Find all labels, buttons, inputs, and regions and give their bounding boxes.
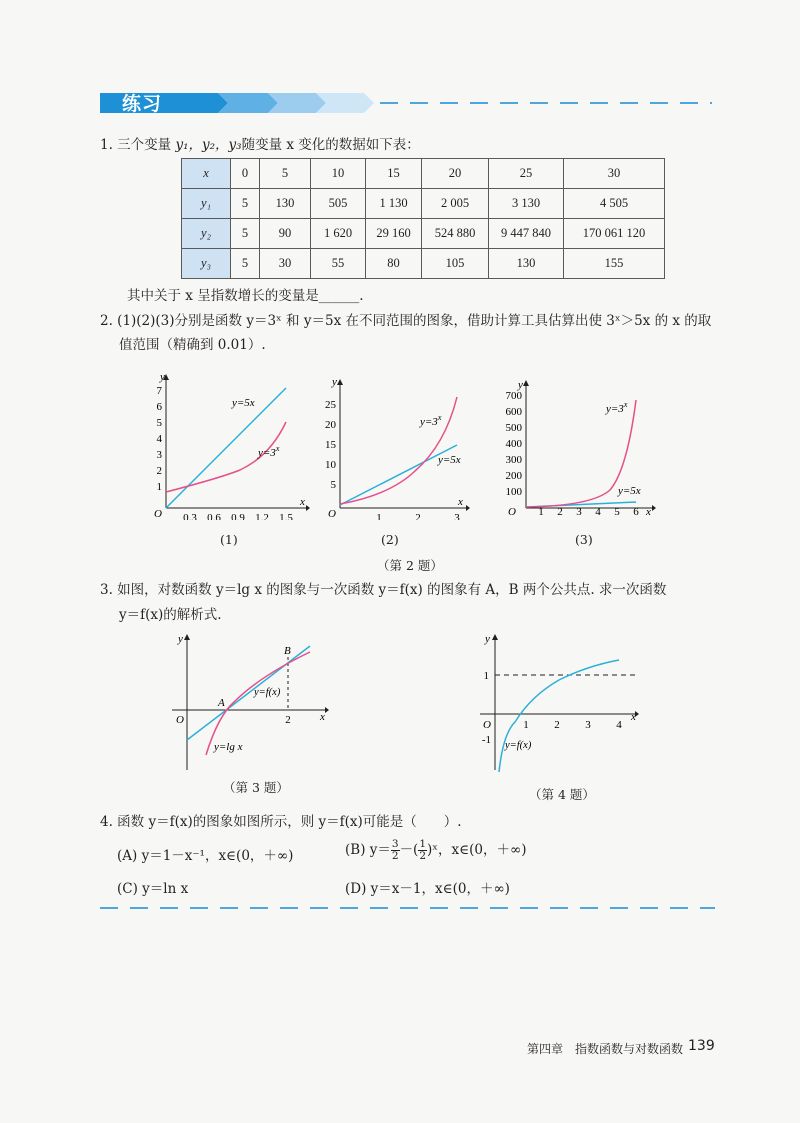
svg-text:2: 2 xyxy=(557,506,563,518)
svg-text:x: x xyxy=(458,496,463,508)
svg-text:y=3x: $y=3^x$ xyxy=(606,400,628,415)
graph-3 xyxy=(492,378,660,520)
svg-text:6: 6 xyxy=(633,506,639,518)
svg-text:y: y xyxy=(518,379,523,391)
q1-ask: 其中关于 x 呈指数增长的变量是______. xyxy=(127,288,364,304)
svg-text:4: 4 xyxy=(616,719,622,731)
svg-text:O: O xyxy=(483,719,491,731)
svg-text:600: 600 xyxy=(505,406,522,418)
svg-text:2: 2 xyxy=(156,465,162,477)
svg-text:25: 25 xyxy=(325,399,336,411)
chapter-title: 第四章 指数函数与对数函数 xyxy=(527,1042,684,1056)
svg-text:3: 3 xyxy=(585,719,591,731)
option-a: (A) y＝1－x⁻¹，x∈(0，＋∞) xyxy=(117,848,294,864)
svg-text:100: 100 xyxy=(505,486,522,498)
svg-text:O: O xyxy=(328,508,336,520)
svg-text:y=5x: y=5x xyxy=(618,485,641,497)
svg-text:O: O xyxy=(508,506,516,518)
svg-text:x: x xyxy=(646,506,651,518)
q2-line2: 值范围（精确到 0.01）. xyxy=(119,337,266,353)
svg-text:20: 20 xyxy=(325,419,336,431)
graph-q3 xyxy=(170,630,340,775)
graph-1-label: (1) xyxy=(220,532,238,547)
svg-text:1.2: 1.2 xyxy=(255,512,269,520)
svg-text:y: y xyxy=(160,371,165,383)
svg-text:1: 1 xyxy=(523,719,529,731)
q4-caption: （第 4 题） xyxy=(529,787,595,802)
svg-text:5: 5 xyxy=(330,479,336,491)
svg-text:3: 3 xyxy=(454,512,460,520)
table-row: y₂ 5 90 1 620 29 160 524 880 9 447 840 170 061 120 xyxy=(182,219,665,249)
option-d: (D) y＝x－1，x∈(0，＋∞) xyxy=(345,881,510,897)
svg-text:1.5: 1.5 xyxy=(279,512,293,520)
svg-text:2: 2 xyxy=(285,714,291,726)
graph-3-label: (3) xyxy=(575,532,593,547)
q3-line2: y＝f(x)的解析式. xyxy=(119,607,222,623)
q2-line1: 2. (1)(2)(3)分别是函数 y＝3ˣ 和 y＝5x 在不同范围的图象，借助计算工具估算出使 3ˣ＞5x 的 x 的取 xyxy=(100,313,712,329)
svg-text:5: 5 xyxy=(156,417,162,429)
graph-2-label: (2) xyxy=(381,532,399,547)
graph-2 xyxy=(320,375,470,520)
svg-text:6: 6 xyxy=(156,401,162,413)
svg-text:300: 300 xyxy=(505,454,522,466)
line-f xyxy=(187,646,310,740)
svg-text:4: 4 xyxy=(156,433,162,445)
svg-text:1: 1 xyxy=(483,670,489,682)
svg-text:y=5x: y=5x xyxy=(438,454,461,466)
svg-text:y=3x: $y=3^x$ xyxy=(420,413,442,428)
curve-f xyxy=(499,660,619,772)
section-banner xyxy=(0,0,800,125)
svg-text:1: 1 xyxy=(538,506,544,518)
svg-text:-1: -1 xyxy=(481,734,491,746)
svg-text:y=f(x): y=f(x) xyxy=(254,687,281,698)
svg-text:1: 1 xyxy=(376,512,382,520)
svg-text:y=f(x): y=f(x) xyxy=(505,740,532,751)
svg-text:x: x xyxy=(300,496,305,508)
svg-text:O: O xyxy=(154,508,162,520)
graph-q4 xyxy=(475,630,645,780)
section-title: 练习 xyxy=(122,93,163,115)
q3-line1: 3. 如图，对数函数 y＝lg x 的图象与一次函数 y＝f(x) 的图象有 A，B 两个公共点. 求一次函数 xyxy=(100,582,667,598)
svg-text:5: 5 xyxy=(614,506,620,518)
svg-text:4: 4 xyxy=(595,506,601,518)
table-row: x 0 5 10 15 20 25 30 xyxy=(182,159,665,189)
svg-text:0.6: 0.6 xyxy=(207,512,221,520)
svg-text:O: O xyxy=(176,714,184,726)
q3-caption: （第 3 题） xyxy=(223,780,289,795)
q1-intro: 1. 三个变量 y₁，y₂，y₃随变量 x 变化的数据如下表： xyxy=(100,137,420,153)
svg-text:2: 2 xyxy=(415,512,421,520)
svg-text:y=5x: y=5x xyxy=(232,397,255,409)
q4-line1: 4. 函数 y＝f(x)的图象如图所示，则 y＝f(x)可能是（ ）. xyxy=(100,814,462,830)
y-tick-labels xyxy=(157,385,163,493)
graph-1 xyxy=(140,370,310,520)
table-row: y₃ 5 30 55 80 105 130 155 xyxy=(182,249,665,279)
q2-caption: （第 2 题） xyxy=(377,558,443,573)
page-number: 139 xyxy=(688,1038,715,1054)
svg-text:15: 15 xyxy=(325,439,336,451)
svg-text:3: 3 xyxy=(576,506,582,518)
section-end-divider xyxy=(100,905,715,911)
svg-text:10: 10 xyxy=(325,459,336,471)
svg-text:500: 500 xyxy=(505,422,522,434)
svg-text:y: y xyxy=(485,633,490,645)
svg-text:y=3x: $y=3^x$ xyxy=(258,444,280,459)
svg-text:x: x xyxy=(631,711,636,723)
option-c: (C) y＝ln x xyxy=(117,881,189,897)
svg-text:7: 7 xyxy=(156,385,162,397)
svg-text:0.9: 0.9 xyxy=(231,512,245,520)
q1-table xyxy=(181,158,665,279)
svg-text:3: 3 xyxy=(156,449,162,461)
svg-text:A: A xyxy=(218,697,225,709)
table-row: y₁ 5 130 505 1 130 2 005 3 130 4 505 xyxy=(182,189,665,219)
option-b: (B) y＝ $\frac{3}{2}$ －( $\frac{1}{2}$ )ˣ，x∈(0，＋∞) xyxy=(345,838,527,862)
svg-text:200: 200 xyxy=(505,470,522,482)
x-tick-labels xyxy=(183,512,293,520)
svg-text:400: 400 xyxy=(505,438,522,450)
svg-text:1: 1 xyxy=(156,481,162,493)
svg-text:x: x xyxy=(320,711,325,723)
svg-text:y=lg x: y=lg x xyxy=(214,741,243,753)
svg-text:2: 2 xyxy=(554,719,560,731)
svg-text:700: 700 xyxy=(505,390,522,402)
svg-text:B: B xyxy=(284,645,291,657)
svg-text:0.3: 0.3 xyxy=(183,512,197,520)
svg-text:y: y xyxy=(178,633,183,645)
svg-text:y: y xyxy=(332,376,337,388)
